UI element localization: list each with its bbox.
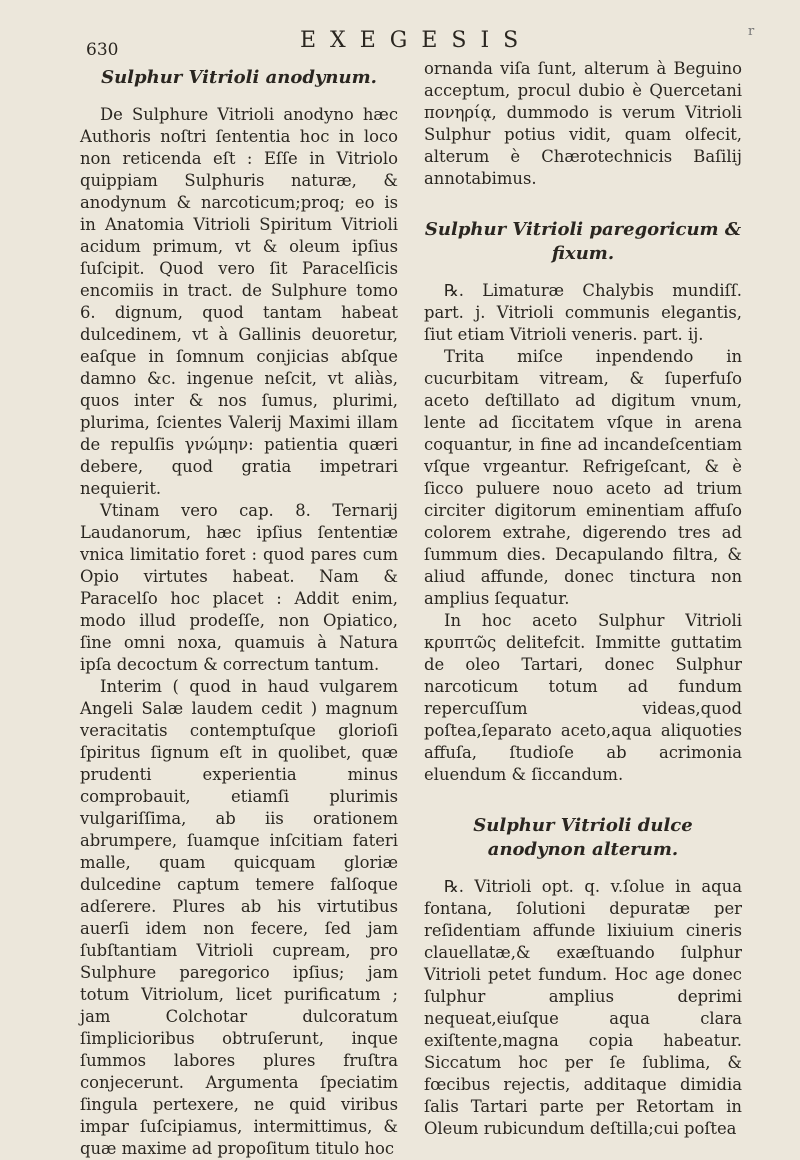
paragraph-preparation: Trita miſce inpendendo in cucurbitam vitream, & ſuperfuſo aceto deſtillato ad digitum vnum, lente ad ſiccitatem vſque in arena coquantur, in fine ad incandeſcentiam vſque vrgeantur. Refrigeſcant, & è ſicco puluere nouo aceto ad trium circiter digitorum eminentiam affuſo colorem extrahe, digerendo tres ad ſummum dies. Decapulando filtra, & aliud affunde, donec tinctura non amplius ſequatur. bbox=[424, 347, 742, 608]
paragraph-1: De Sulphure Vitrioli anodyno hæc Authoris noſtri ſententia hoc in loco non reticenda eſt : Eſſe in Vitriolo quippiam Sulphuris naturæ, & anodynum & narcoticum;proq; eo is in Anatomia Vitrioli Spiritum Vitrioli acidum primum, vt & oleum ipſius ſuſcipit. Quod vero ſit Paracelſicis encomiis in tract. de Sulphure tomo 6. dignum, quod tantam habeat dulcedinem, vt à Gallinis deuoretur, eaſque in ſomnum conjicias abſque damno &c. ingenue neſcit, vt aliàs, quos inter & nos ſumus, plurimi, plurima, ſcientes Valerij Maximi illam de repulſis γνώμην: patientia quæri debere, quod gratia impetrari nequierit. bbox=[80, 105, 398, 498]
running-head: EXEGESIS bbox=[300, 28, 533, 53]
recipe-ingredients: ℞. Limaturæ Chalybis mundiſſ. part. j. Vitrioli communis elegantis, ſiut etiam Vitrioli veneris. part. ij. bbox=[424, 281, 742, 344]
paragraph-3: Interim ( quod in haud vulgarem Angeli Salæ laudem cedit ) magnum veracitatis contemptuſque glorioſi ſpiritus ſignum eſt in quolibet, quæ prudenti experientia minus comprobauit, etiamſi plurimis vulgariſſima, ab iis orationem abrumpere, ſuamque inſcitiam fateri malle, quam quicquam gloriæ dulcedine captum temere falſoque adſerere. Plures ab his virtutibus auerſi idem non fecere, ſed jam ſubſtantiam Vitrioli cupream, pro Sulphure paregorico ipſius; jam totum Vitriolum, licet purificatum ; jam Colchotar dulcoratum ſimplicioribus obtruſerunt, inque ſummos labores plures fruſtra conjecerunt. Argumenta ſpeciatim ſingula pertexere, ne quid viribus impar ſuſcipiamus, intermittimus, & quæ maxime ad propoſitum titulo hoc bbox=[80, 677, 398, 1158]
right-column bbox=[424, 58, 742, 1140]
paragraph-second-method: ℞. Vitrioli opt. q. v.ſolue in aqua fontana, ſolutioni depuratæ per reſidentiam affunde lixiuium cineris clauellatæ,& exæſtuando ſulphur Vitrioli petet fundum. Hoc age donec ſulphur amplius deprimi nequeat,eiuſque aqua clara exiſtente,magna copia habeatur. Siccatum hoc per ſe ſublima, & fœcibus rejectis, additaque dimidia ſalis Tartari parte per Retortam in Oleum rubicundum deſtilla;cui poſtea bbox=[424, 877, 742, 1138]
section-heading-dulce-anodynon: Sulphur Vitrioli dulce anodynon alterum. bbox=[473, 815, 693, 860]
paragraph-continued: ornanda viſa ſunt, alterum à Beguino acceptum, procul dubio è Quercetani πονηρίᾳ, dummodo is verum Vitrioli Sulphur potius vidit, quam olfecit, alterum è Chærotechnicis Baſilij annotabimus. bbox=[424, 59, 742, 188]
section-heading-sulphur-anodynum: Sulphur Vitrioli anodynum. bbox=[101, 67, 377, 88]
section-heading-paregoricum: Sulphur Vitrioli paregoricum & fixum. bbox=[424, 219, 742, 264]
corner-mark: r bbox=[748, 24, 755, 39]
paragraph-precipitation: In hoc aceto Sulphur Vitrioli κρυπτῶς delitefcit. Immitte guttatim de oleo Tartari, donec Sulphur narcoticum totum ad fundum repercuſſum videas,quod poſtea,ſeparato aceto,aqua aliquoties affuſa, ſtudioſe ab acrimonia eluendum & ſiccandum. bbox=[424, 611, 742, 784]
paragraph-2: Vtinam vero cap. 8. Ternarij Laudanorum, hæc ipſius ſententiæ vnica limitatio foret : quod pares cum Opio virtutes habeat. Nam & Paracelſo hoc placet : Addit enim, modo illud prodeſſe, non Opiatico, ſine omni noxa, quamuis à Natura ipſa decoctum & correctum tantum. bbox=[80, 501, 398, 674]
left-column bbox=[80, 58, 398, 1160]
page-number: 630 bbox=[86, 40, 119, 60]
